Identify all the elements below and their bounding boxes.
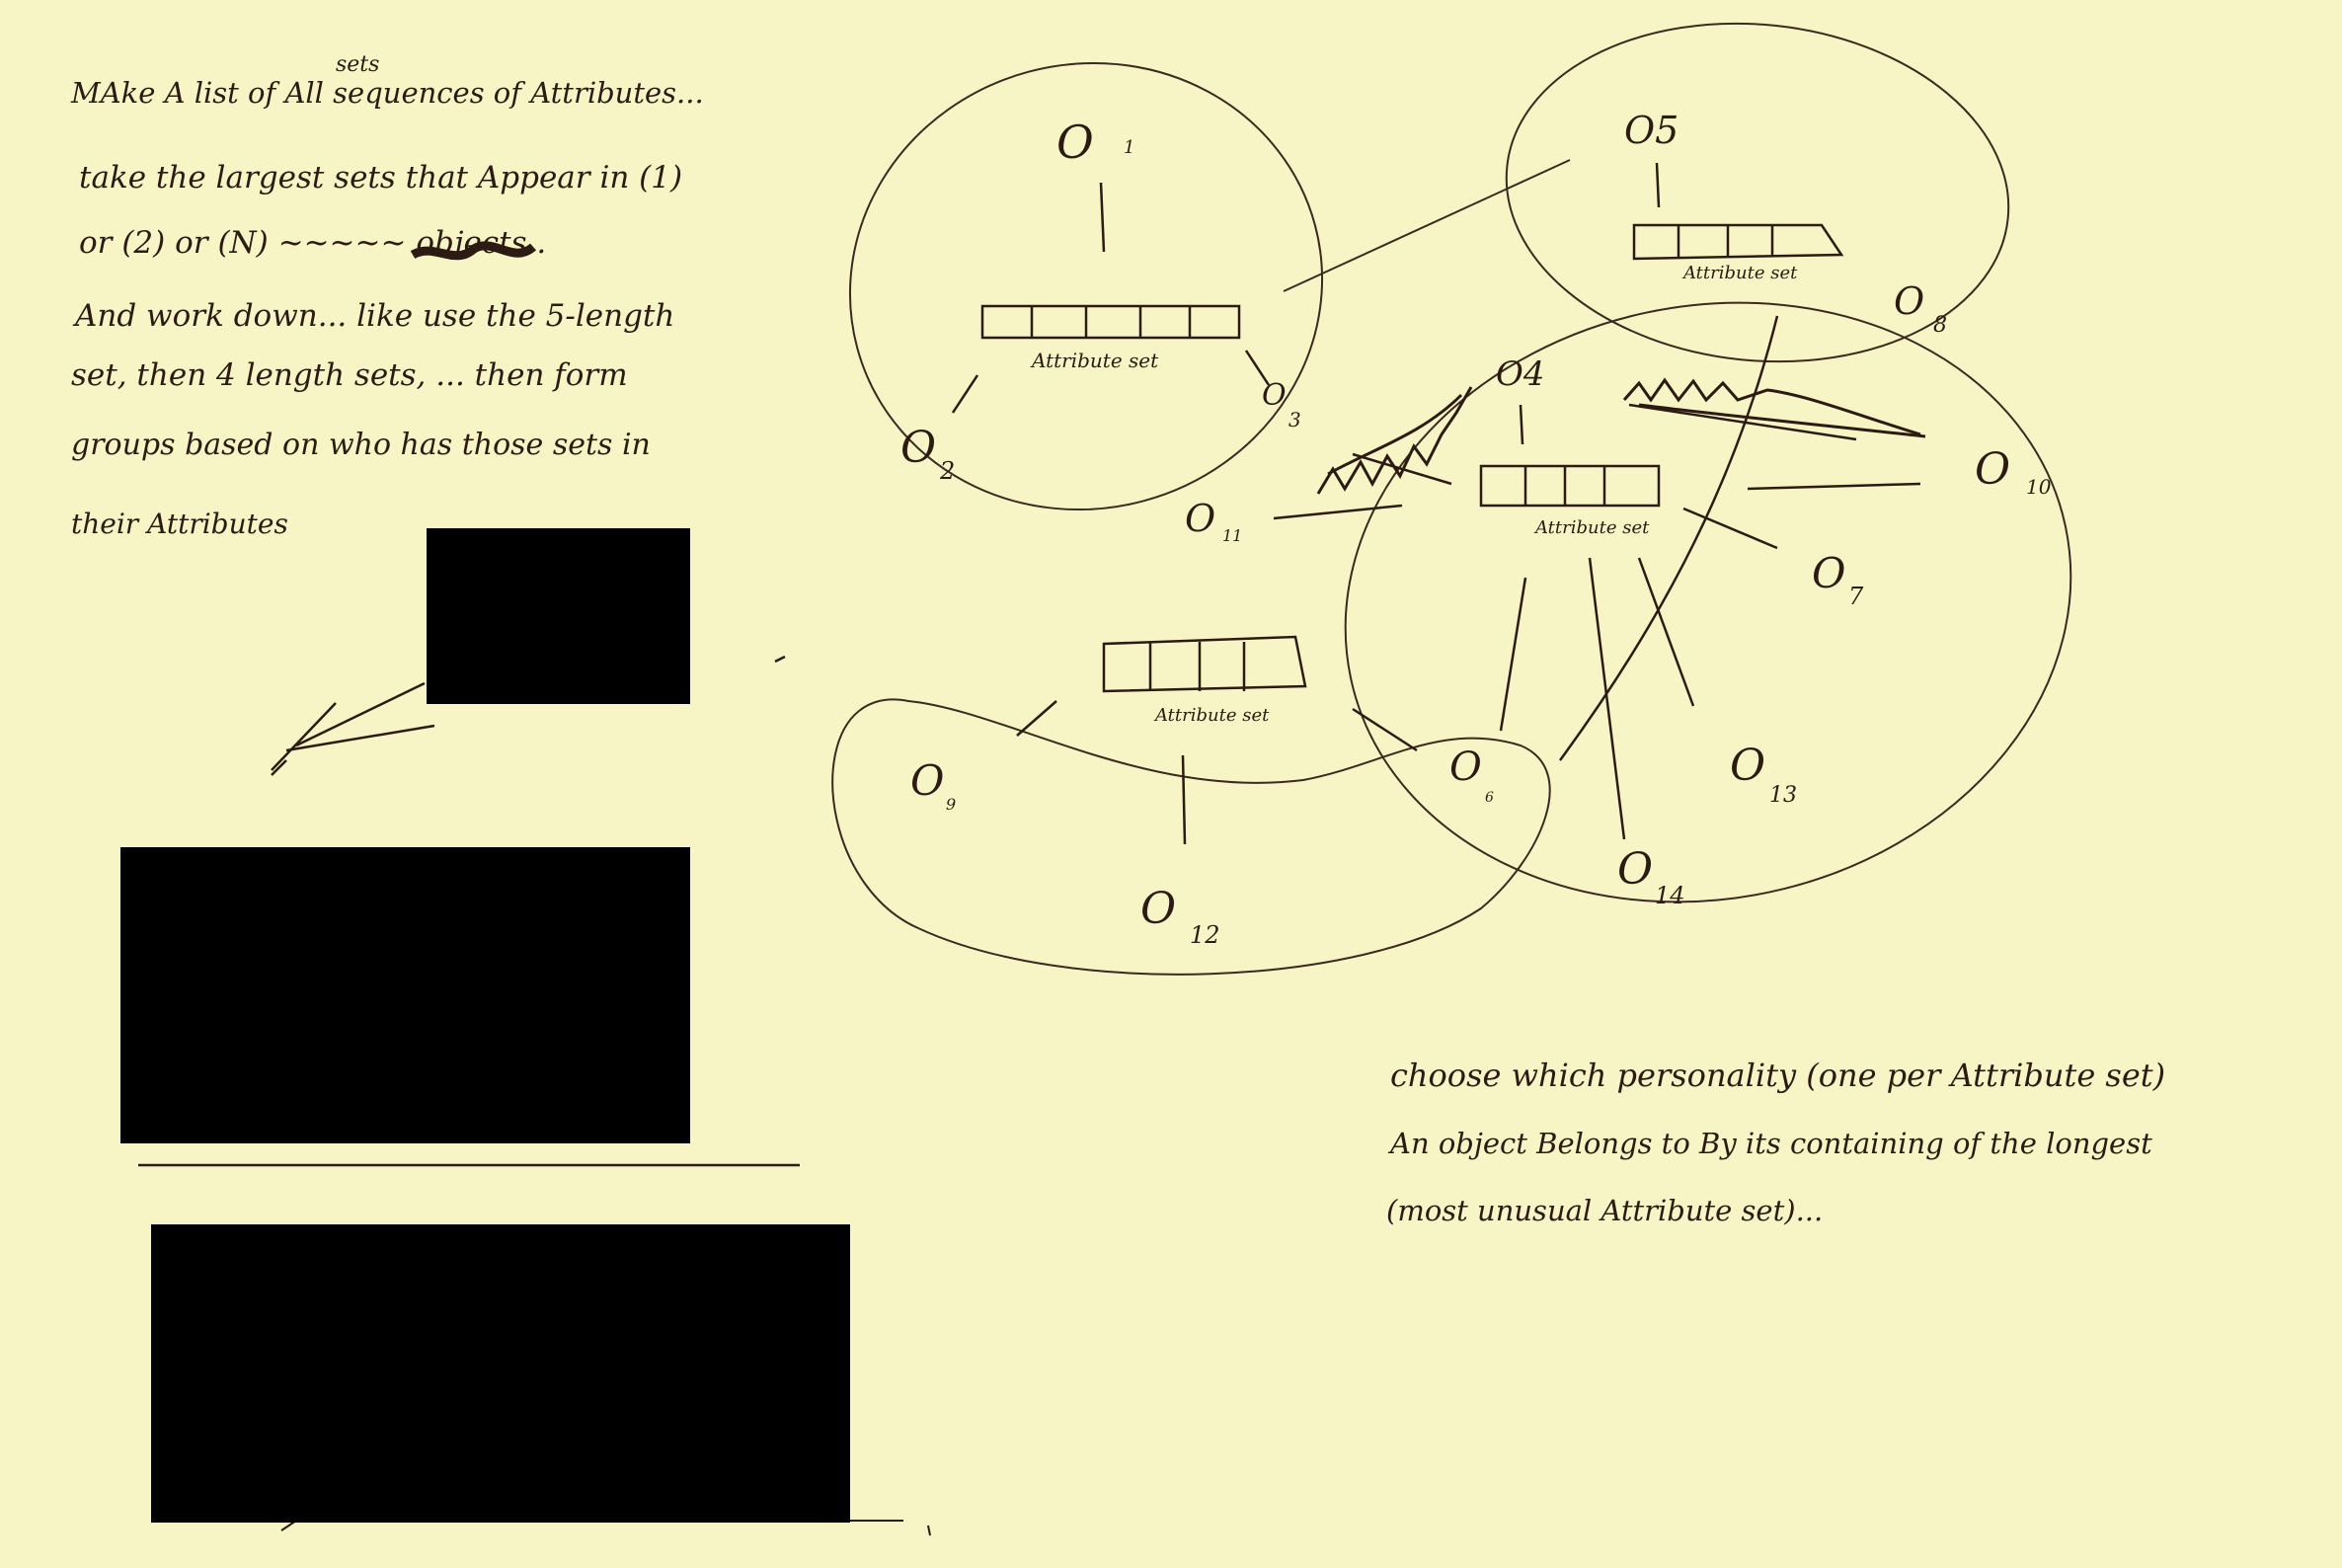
attribute-set-label-top-left: Attribute set	[1032, 349, 1159, 372]
notes-line-5: set, then 4 length sets, ... then form	[71, 357, 628, 393]
svg-text:O: O	[1730, 741, 1766, 791]
svg-text:14: 14	[1655, 882, 1685, 909]
object-o12	[1140, 884, 1220, 949]
svg-text:3: 3	[1288, 408, 1301, 431]
svg-text:O: O	[1262, 378, 1287, 413]
attribute-set-top-left	[982, 306, 1239, 338]
notes-line-7: their Attributes	[71, 508, 288, 540]
link-o4	[1521, 405, 1522, 444]
object-o10	[1975, 444, 2052, 499]
notes-line-6: groups based on who has those sets in	[71, 428, 651, 462]
object-o9	[910, 756, 956, 814]
link-o11	[1274, 506, 1402, 518]
object-o5	[1624, 109, 1678, 152]
object-labels	[900, 109, 2052, 949]
group-outlines	[800, 0, 2127, 975]
link-o5	[1657, 163, 1659, 207]
svg-text:O: O	[1140, 884, 1177, 934]
notes-line-3: or (2) or (N) ~~~~~ objects..	[79, 225, 547, 261]
notes-line-1: MAke A list of All sequences of Attributes...	[71, 76, 704, 110]
object-o6	[1449, 745, 1494, 806]
svg-text:O: O	[1185, 497, 1216, 540]
bottom-pen-marks	[281, 1521, 930, 1535]
svg-text:8: 8	[1933, 313, 1947, 338]
object-o1	[1056, 116, 1134, 169]
redaction-box-bottom	[151, 1224, 850, 1523]
link-o9	[1017, 701, 1056, 736]
notes-sets-insert: sets	[336, 52, 380, 77]
conclusion-line-1: choose which personality (one per Attribute set)	[1390, 1057, 2166, 1094]
object-o11	[1185, 497, 1242, 545]
link-o14	[1590, 558, 1624, 839]
svg-text:O: O	[1894, 279, 1925, 323]
object-o2	[900, 423, 955, 485]
conclusion-line-2: An object Belongs to By its containing of the longest	[1390, 1127, 2152, 1160]
svg-text:O: O	[1617, 844, 1654, 895]
link-o13-a	[1639, 558, 1693, 706]
link-o7	[1683, 509, 1777, 548]
object-o13	[1730, 741, 1797, 808]
svg-text:O: O	[1056, 116, 1094, 169]
svg-text:O: O	[1975, 444, 2011, 495]
attribute-set-top-right	[1634, 225, 1841, 259]
svg-text:11: 11	[1222, 526, 1243, 545]
svg-text:O: O	[900, 423, 937, 473]
link-o2	[953, 375, 977, 413]
attribute-set-center	[1481, 466, 1659, 506]
link-crossed-right	[1629, 405, 1856, 439]
svg-text:13: 13	[1769, 783, 1797, 808]
attribute-set-label-top-right: Attribute set	[1683, 263, 1798, 283]
redaction-box-small	[427, 528, 690, 704]
svg-text:O5: O5	[1624, 109, 1679, 152]
personality-diagram	[800, 0, 2127, 975]
conclusion-block	[1386, 1057, 2165, 1227]
link-o1	[1101, 183, 1104, 252]
link-o8-o6	[1560, 316, 1777, 760]
group-outline-center	[1289, 237, 2128, 969]
svg-text:1: 1	[1124, 137, 1135, 158]
attribute-set-boxes	[982, 225, 1841, 691]
object-o7	[1812, 549, 1864, 610]
svg-text:O: O	[1449, 745, 1482, 790]
svg-text:O4: O4	[1496, 354, 1545, 394]
link-top-groups	[1284, 160, 1570, 291]
object-o4	[1496, 354, 1545, 394]
attribute-set-label-bottom: Attribute set	[1155, 705, 1270, 726]
scribble-right-under	[1639, 405, 1925, 436]
attribute-set-label-center: Attribute set	[1535, 517, 1650, 538]
notes-line-2: take the largest sets that Appear in (1)	[79, 160, 683, 196]
svg-text:O: O	[1812, 549, 1846, 597]
svg-text:10: 10	[2026, 475, 2052, 499]
notes-block	[70, 52, 704, 540]
svg-text:12: 12	[1190, 921, 1220, 949]
svg-text:6: 6	[1485, 790, 1494, 806]
svg-text:O: O	[910, 756, 945, 805]
link-o6-bottom	[1353, 709, 1417, 750]
notes-line-4: And work down... like use the 5-length	[75, 298, 675, 334]
link-o10	[1748, 484, 1920, 489]
conclusion-line-3: (most unusual Attribute set)...	[1386, 1194, 1824, 1227]
svg-text:9: 9	[946, 795, 957, 814]
svg-text:7: 7	[1848, 583, 1864, 610]
link-o12	[1183, 755, 1185, 844]
svg-text:2: 2	[940, 457, 956, 485]
link-o6	[1501, 578, 1525, 731]
group-outline-top-left	[800, 11, 1372, 563]
object-o8	[1894, 279, 1947, 338]
attribute-set-bottom	[1104, 637, 1305, 691]
redaction-box-middle	[120, 847, 690, 1143]
